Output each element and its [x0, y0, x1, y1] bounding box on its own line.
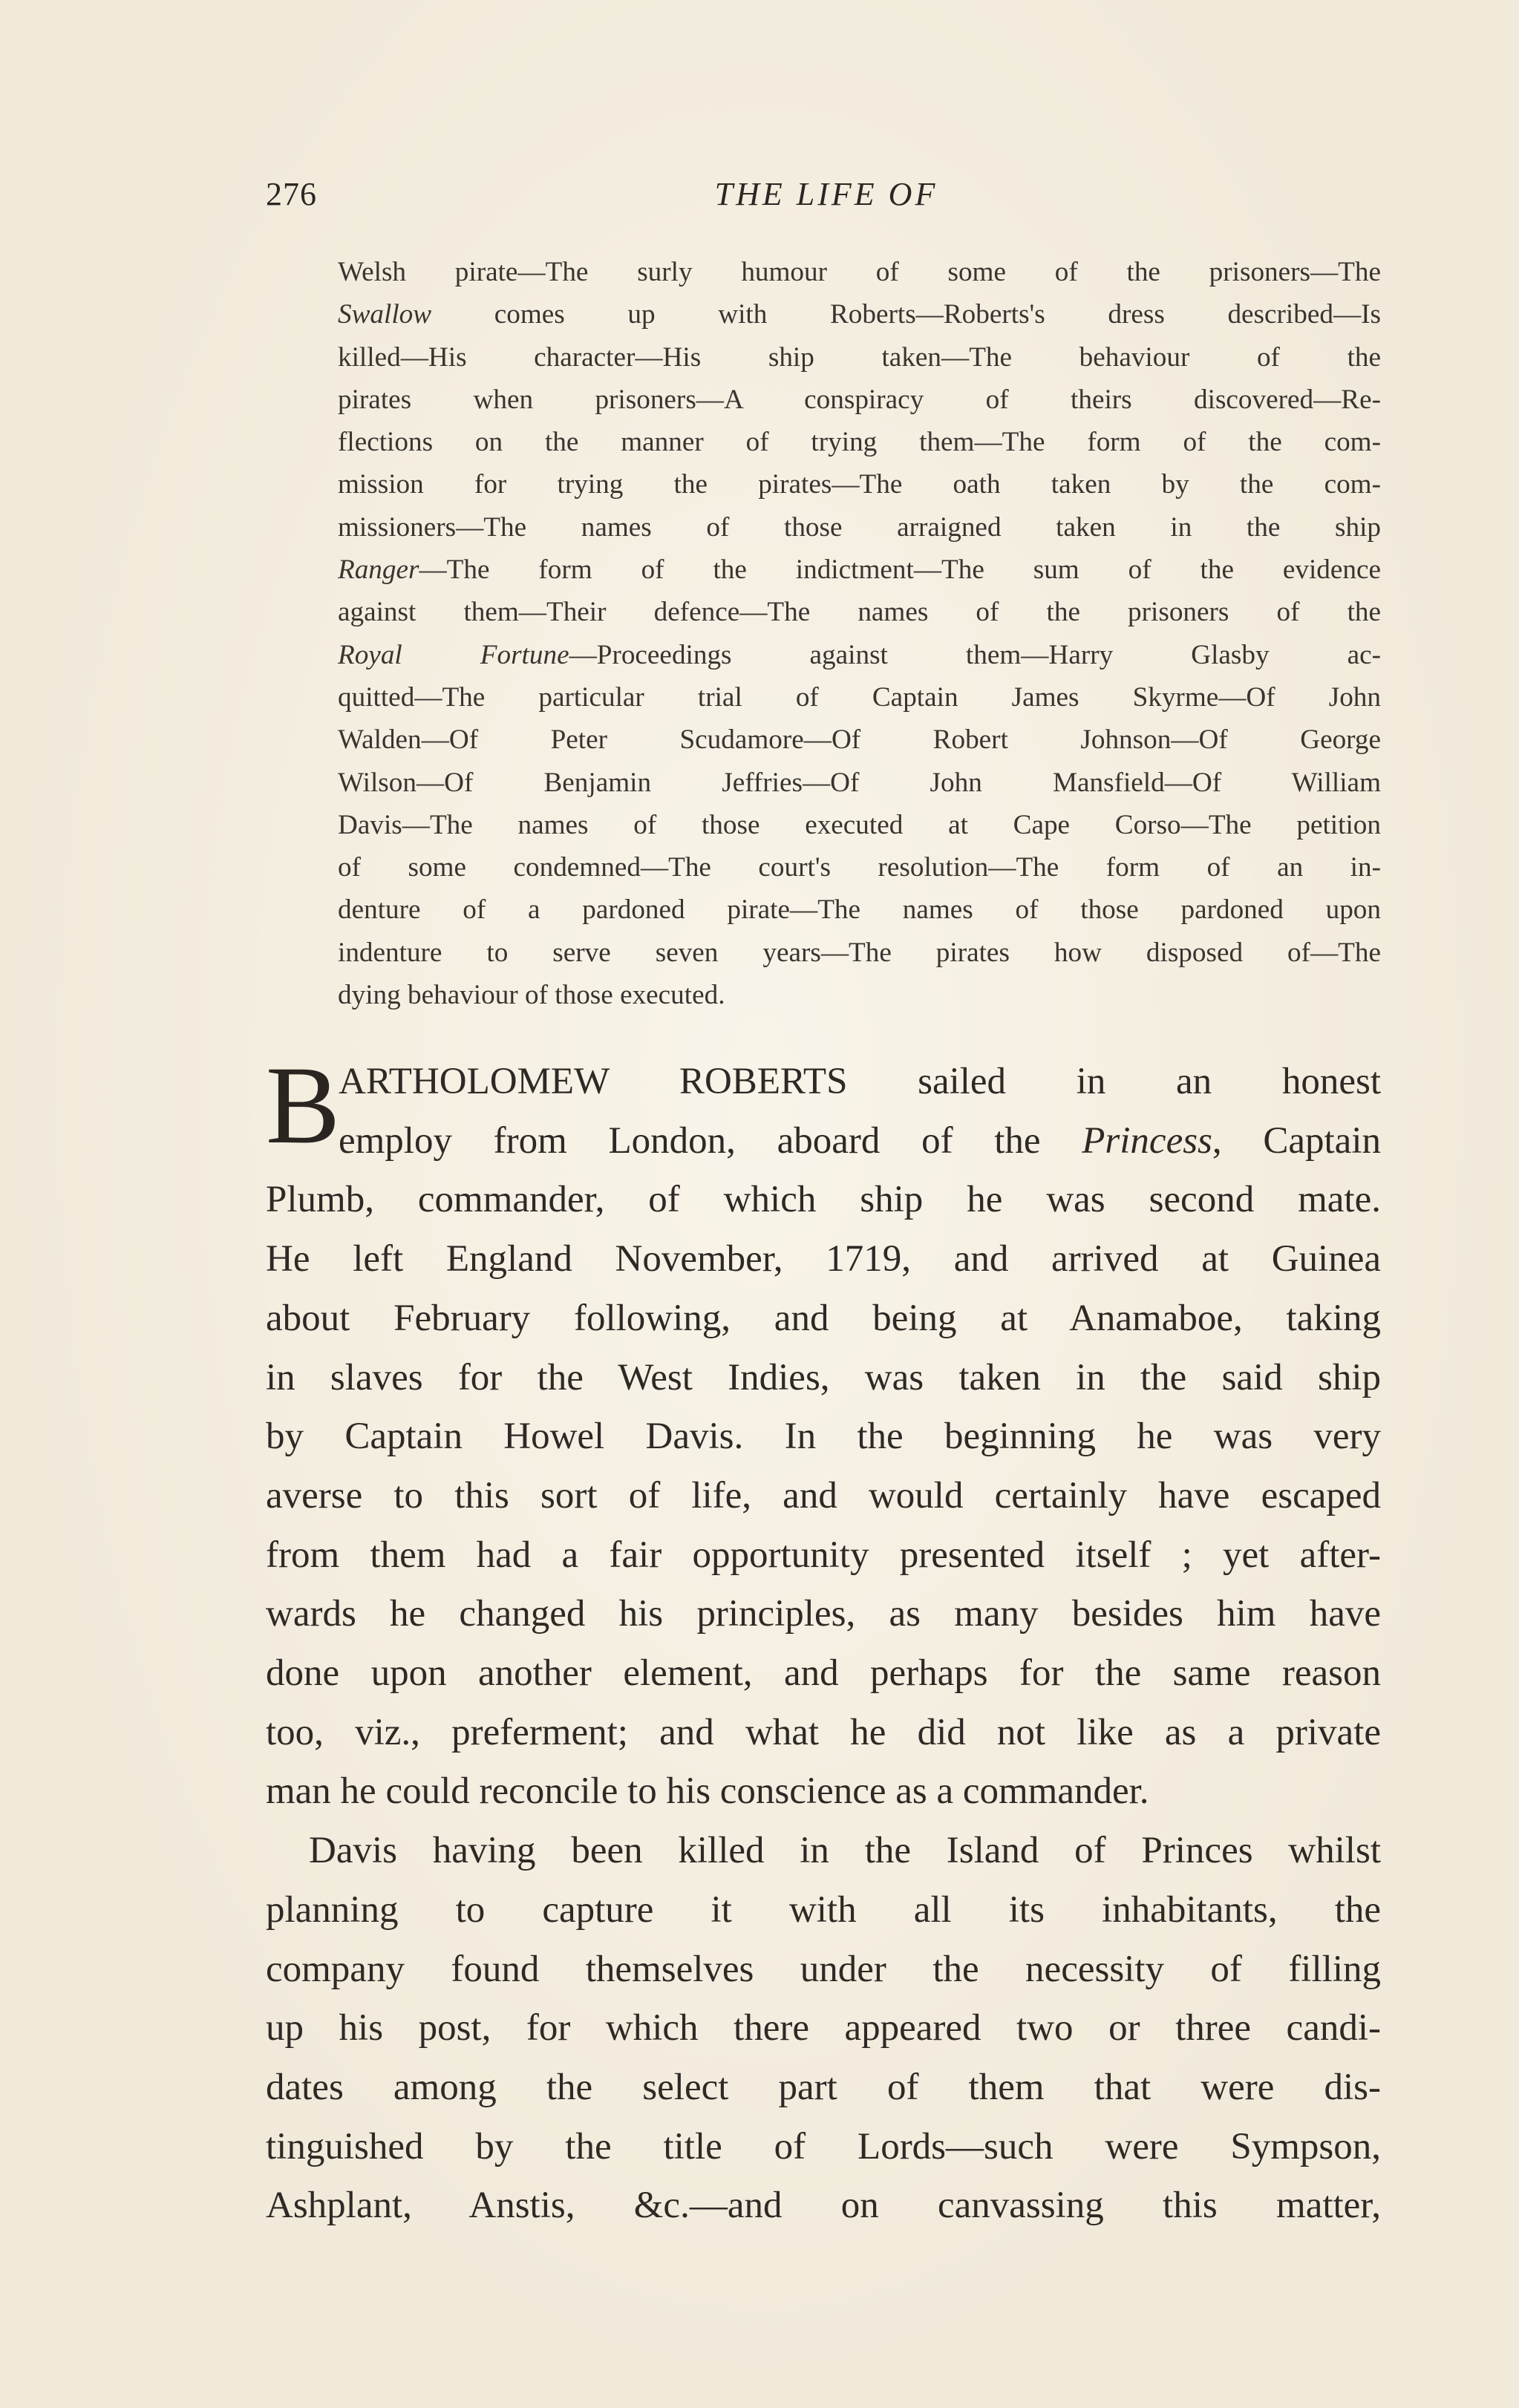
body-line: averse to this sort of life, and would certainly have escaped [266, 1474, 1381, 1517]
body-line: Plumb, commander, of which ship he was second mate. [266, 1179, 1381, 1221]
synopsis-line: missioners—The names of those arraigned taken in the ship [338, 511, 1381, 543]
synopsis-line: pirates when prisoners—A conspiracy of theirs discovered—Re- [338, 384, 1381, 415]
body-line: about February following, and being at Anamaboe, taking [266, 1297, 1381, 1339]
body-line: employ from London, aboard of the Princess, Captain [339, 1119, 1381, 1162]
synopsis-line [338, 634, 1381, 676]
synopsis-line: Walden—Of Peter Scudamore—Of Robert Johnson—Of George [338, 724, 1381, 756]
page-header [266, 175, 1387, 220]
chapter-synopsis [338, 251, 1381, 1016]
page-number: 276 [266, 176, 317, 212]
synopsis-line-text: —The form of the indictment—The sum of the evidence [419, 554, 1381, 586]
body-line: Davis having been killed in the Island of Princes whilst [309, 1830, 1381, 1872]
drop-cap: B [266, 1044, 341, 1167]
synopsis-line: against them—Their defence—The names of the prisoners of the [338, 597, 1381, 628]
opening-paragraph-start [266, 1044, 1381, 1171]
running-title: THE LIFE OF [714, 176, 938, 212]
synopsis-line: of some condemned—The court's resolution—The form of an in- [338, 852, 1381, 883]
body-line: He left England November, 1719, and arrived at Guinea [266, 1238, 1381, 1280]
synopsis-line [338, 549, 1381, 591]
body-line: man he could reconcile to his conscience as a commander. [266, 1770, 1149, 1813]
synopsis-line: Welsh pirate—The surly humour of some of the prisoners—The [338, 257, 1381, 287]
synopsis-line: dying behaviour of those executed. [338, 980, 725, 1011]
synopsis-line: mission for trying the pirates—The oath taken by the com- [338, 469, 1381, 500]
body-line: up his post, for which there appeared two or three candi- [266, 2007, 1381, 2049]
synopsis-line: indenture to serve seven years—The pirates how disposed of—The [338, 937, 1381, 968]
body-line: by Captain Howel Davis. In the beginning he was very [266, 1416, 1381, 1458]
chapter-body [266, 1044, 1381, 2236]
body-line: in slaves for the West Indies, was taken in the said ship [266, 1356, 1381, 1398]
synopsis-line: Davis—The names of those executed at Cape Corso—The petition [338, 809, 1381, 840]
body-line: dates among the select part of them that were dis- [266, 2066, 1381, 2108]
synopsis-line: denture of a pardoned pirate—The names of those pardoned upon [338, 894, 1381, 926]
synopsis-line: killed—His character—His ship taken—The behaviour of the [338, 341, 1381, 373]
body-line: planning to capture it with all its inhabitants, the [266, 1888, 1381, 1931]
ship-name-royal-fortune: Royal Fortune [338, 639, 569, 670]
synopsis-line: flections on the manner of trying them—The form of the com- [338, 427, 1381, 458]
synopsis-line-text: comes up with Roberts—Roberts's dress described—Is [431, 299, 1381, 330]
body-line: done upon another element, and perhaps for the same reason [266, 1652, 1381, 1695]
synopsis-line: quitted—The particular trial of Captain James Skyrme—Of John [338, 681, 1381, 713]
body-line: Ashplant, Anstis, &c.—and on canvassing this matter, [266, 2185, 1381, 2227]
synopsis-line [338, 293, 1381, 336]
body-line: ARTHOLOMEW ROBERTS sailed in an honest [339, 1061, 1381, 1102]
body-line: tinguished by the title of Lords—such were Sympson, [266, 2125, 1381, 2167]
synopsis-line-text: —Proceedings against them—Harry Glasby ac- [569, 639, 1381, 670]
body-line: from them had a fair opportunity presented itself ; yet after- [266, 1534, 1381, 1576]
synopsis-line: Wilson—Of Benjamin Jeffries—Of John Mansfield—Of William [338, 767, 1381, 798]
ship-name-swallow: Swallow [338, 299, 432, 330]
ship-name-princess: Princess [1082, 1119, 1212, 1162]
body-line: wards he changed his principles, as many besides him have [266, 1593, 1381, 1635]
ship-name-ranger: Ranger [338, 554, 419, 586]
body-line: company found themselves under the necessity of filling [266, 1948, 1381, 1990]
body-line: too, viz., preferment; and what he did not like as a private [266, 1711, 1381, 1753]
